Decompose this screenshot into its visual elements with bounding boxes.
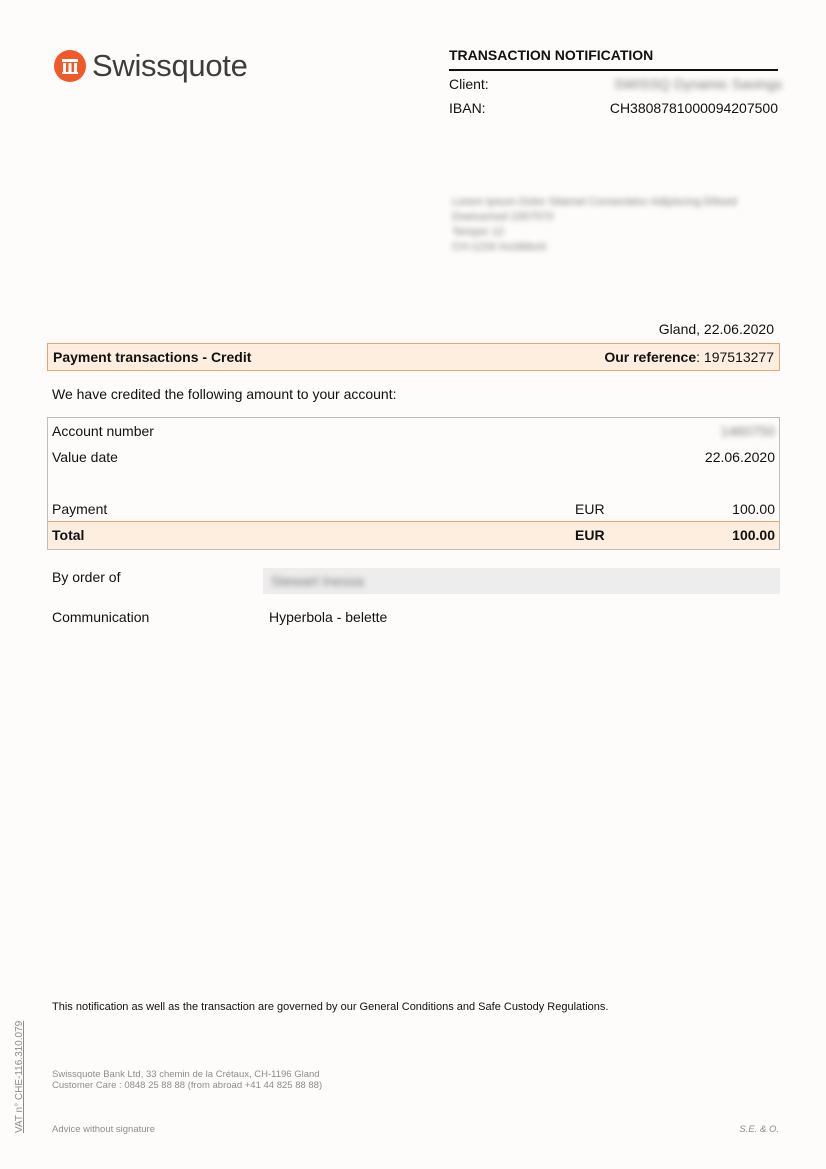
communication-label: Communication [52,609,150,625]
by-order-value: Stewart Inessa [271,573,364,589]
client-label: Client: [449,76,489,92]
brand-name: Swissquote [92,48,248,83]
reference-value: : 197513277 [696,349,774,365]
address-line: CH-1234 Incididunt [452,241,547,253]
our-reference [604,349,774,365]
customer-care-line: Customer Care : 0848 25 88 88 (from abroad +41 44 825 88 88) [52,1080,323,1091]
swissquote-bank-icon [54,50,86,82]
intro-text: We have credited the following amount to your account: [52,386,397,402]
document-title: TRANSACTION NOTIFICATION [449,47,654,63]
recipient-address [452,195,737,255]
details-table [47,417,780,550]
place-date: Gland, 22.06.2020 [658,321,774,337]
bank-address-line: Swissquote Bank Ltd, 33 chemin de la Crétaux, CH-1196 Gland [52,1069,320,1080]
total-label: Total [52,527,85,543]
payment-currency: EUR [575,501,605,517]
address-line: Doeiusmod 2357570 [452,211,554,223]
by-order-label: By order of [52,569,121,585]
swissquote-logo [54,48,248,84]
advice-note: Advice without signature [52,1124,155,1135]
table-row [52,449,775,465]
table-row [52,501,775,517]
vat-number: VAT n° CHE-116.310.079 [14,1020,25,1133]
value-date-label: Value date [52,449,118,465]
header-divider [449,69,778,71]
table-row [52,527,775,543]
transaction-type-band [47,343,780,371]
bank-address [52,1069,322,1091]
communication-value: Hyperbola - belette [269,609,388,625]
table-row [52,423,775,439]
total-row [48,521,779,549]
account-number-label: Account number [52,423,154,439]
legal-notice: This notification as well as the transaction are governed by our General Conditions and Safe Custody Regulations. [52,1001,609,1013]
payment-amount: 100.00 [732,501,775,517]
address-line: Tempor 12 [452,226,504,238]
value-date: 22.06.2020 [704,449,775,465]
account-number-value: 1460750 [720,423,775,439]
total-currency: EUR [575,527,605,543]
iban-label: IBAN: [449,100,486,116]
address-line: Lorem Ipsum Dolor Sitamet Consectetur Adipiscing Elitsed [452,196,737,208]
transaction-type: Payment transactions - Credit [53,349,252,365]
client-value: SWISSQ Dynamic Savings [613,76,782,92]
iban-value: CH3808781000094207500 [609,100,778,116]
reference-label: Our reference [604,349,697,365]
errors-omissions: S.E. & O. [739,1124,779,1135]
total-amount: 100.00 [732,527,775,543]
payment-label: Payment [52,501,108,517]
